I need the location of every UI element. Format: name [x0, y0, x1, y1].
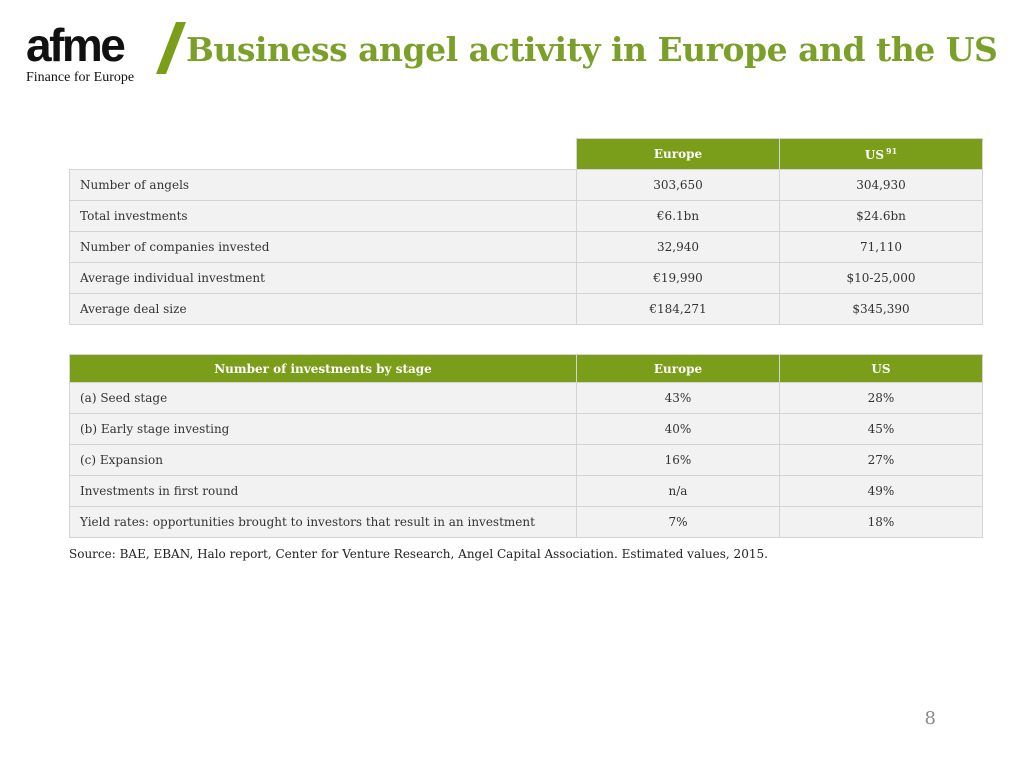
row-label: (b) Early stage investing [70, 414, 577, 445]
row-label: Number of companies invested [70, 232, 577, 263]
header-europe-label: Europe [653, 147, 703, 161]
row-label: Average individual investment [70, 263, 577, 294]
us-value: 71,110 [780, 232, 983, 263]
page-title: Business angel activity in Europe and the US [186, 30, 998, 69]
us-value: $10-25,000 [780, 263, 983, 294]
header-us [780, 139, 983, 170]
row-label: Total investments [70, 201, 577, 232]
europe-value: €19,990 [577, 263, 780, 294]
investments-by-stage-table [69, 354, 983, 538]
europe-value: n/a [577, 476, 780, 507]
table-row [70, 507, 983, 538]
table-row [70, 294, 983, 325]
table-header-row [70, 355, 983, 383]
table-row [70, 383, 983, 414]
row-label: Number of angels [70, 170, 577, 201]
us-value: 49% [780, 476, 983, 507]
europe-value: 32,940 [577, 232, 780, 263]
row-label: (c) Expansion [70, 445, 577, 476]
logo-slash-mark [156, 22, 186, 74]
header-europe [577, 139, 780, 170]
header-us-label: US [864, 148, 884, 162]
source-note: Source: BAE, EBAN, Halo report, Center for Venture Research, Angel Capital Association. Estimated values, 2015. [69, 547, 768, 561]
us-value: 45% [780, 414, 983, 445]
europe-value: 303,650 [577, 170, 780, 201]
header-blank-cell [70, 139, 577, 170]
europe-value: €6.1bn [577, 201, 780, 232]
table-row [70, 232, 983, 263]
row-label: Average deal size [70, 294, 577, 325]
us-value: $345,390 [780, 294, 983, 325]
footnote-marker: 91 [886, 146, 898, 156]
header-stage: Number of investments by stage [70, 355, 577, 383]
europe-value: 40% [577, 414, 780, 445]
us-value: 27% [780, 445, 983, 476]
europe-value: 7% [577, 507, 780, 538]
table-header-row [70, 139, 983, 170]
europe-value: 43% [577, 383, 780, 414]
afme-logo [26, 19, 186, 86]
page-number: 8 [924, 708, 936, 729]
us-value: 18% [780, 507, 983, 538]
logo-wordmark: afme [26, 19, 124, 71]
header-europe: Europe [577, 355, 780, 383]
angel-summary-table [69, 138, 983, 325]
table-row [70, 445, 983, 476]
table-row [70, 201, 983, 232]
table-row [70, 263, 983, 294]
row-label: Yield rates: opportunities brought to investors that result in an investment [70, 507, 577, 538]
table-row [70, 414, 983, 445]
table-row [70, 170, 983, 201]
header-us: US [780, 355, 983, 383]
row-label: (a) Seed stage [70, 383, 577, 414]
europe-value: €184,271 [577, 294, 780, 325]
us-value: 28% [780, 383, 983, 414]
us-value: $24.6bn [780, 201, 983, 232]
table-row [70, 476, 983, 507]
row-label: Investments in first round [70, 476, 577, 507]
us-value: 304,930 [780, 170, 983, 201]
europe-value: 16% [577, 445, 780, 476]
logo-tagline: Finance for Europe [26, 70, 135, 85]
